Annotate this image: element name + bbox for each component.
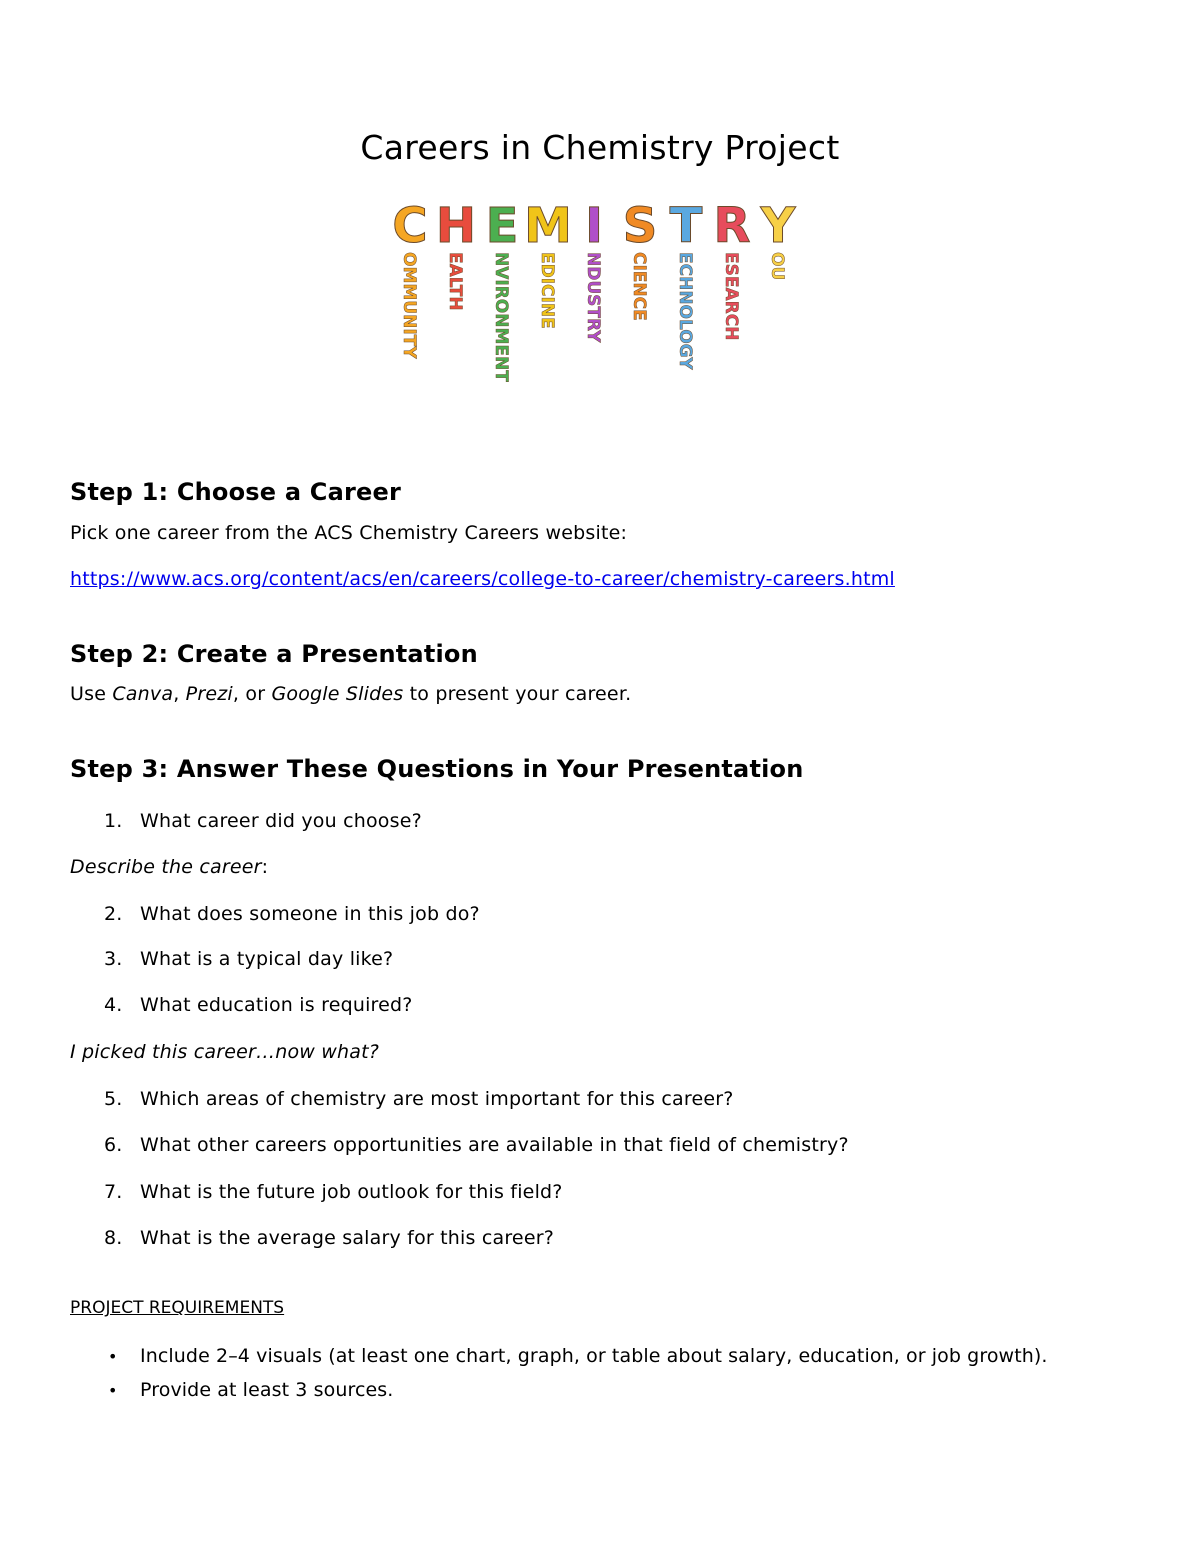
- bullet-icon: •: [108, 1381, 118, 1400]
- step2-sep2: , or: [232, 683, 272, 705]
- logo-letter-i: I: [585, 198, 603, 254]
- step1-heading: Step 1: Choose a Career: [70, 478, 402, 506]
- page-title: Careers in Chemistry Project: [360, 128, 840, 167]
- question-text: What does someone in this job do?: [140, 903, 480, 925]
- question-number: 4.: [104, 994, 123, 1016]
- question-1: [104, 810, 422, 832]
- logo-letter-y: Y: [760, 198, 796, 254]
- question-number: 2.: [104, 903, 123, 925]
- section-describe-colon: :: [261, 856, 269, 878]
- question-text: What is a typical day like?: [140, 948, 394, 970]
- step2-suffix: to present your career.: [403, 683, 632, 705]
- tool-prezi: Prezi: [185, 683, 233, 705]
- logo-letter-t: T: [669, 198, 703, 254]
- section-describe: [70, 856, 268, 878]
- section-describe-label: Describe the career: [70, 856, 262, 878]
- section-picked: I picked this career…now what?: [70, 1041, 380, 1063]
- acs-careers-link-wrap: [70, 568, 895, 590]
- question-3: [104, 948, 393, 970]
- question-text: What education is required?: [140, 994, 413, 1016]
- question-number: 3.: [104, 948, 123, 970]
- acs-careers-link[interactable]: https://www.acs.org/content/acs/en/careers/college-to-career/chemistry-careers.html: [70, 568, 895, 590]
- step2-prefix: Use: [70, 683, 113, 705]
- requirement-text: Provide at least 3 sources.: [140, 1379, 394, 1401]
- requirement-text: Include 2–4 visuals (at least one chart, graph, or table about salary, education, or job growth).: [140, 1345, 1048, 1367]
- logo-word-edicine: EDICINE: [537, 252, 557, 329]
- question-5: [104, 1088, 734, 1110]
- question-number: 7.: [104, 1181, 123, 1203]
- logo-word-cience: CIENCE: [629, 252, 649, 321]
- logo-word-ealth: EALTH: [445, 252, 465, 311]
- step2-heading: Step 2: Create a Presentation: [70, 640, 478, 668]
- step2-sep1: ,: [173, 683, 186, 705]
- logo-letter-s: S: [622, 198, 658, 254]
- question-6: [104, 1134, 849, 1156]
- bullet-icon: •: [108, 1347, 118, 1366]
- logo-word-ndustry: NDUSTRY: [583, 252, 603, 343]
- logo-letter-h: H: [435, 198, 477, 254]
- logo-word-esearch: ESEARCH: [721, 252, 741, 341]
- question-text: What career did you choose?: [140, 810, 422, 832]
- question-text: What is the average salary for this career?: [140, 1227, 555, 1249]
- logo-letter-r: R: [713, 198, 751, 254]
- question-2: [104, 903, 480, 925]
- question-text: Which areas of chemistry are most important for this career?: [140, 1088, 734, 1110]
- question-number: 1.: [104, 810, 123, 832]
- logo-letter-c: C: [392, 198, 428, 254]
- logo-word-ommunity: OMMUNITY: [399, 252, 419, 359]
- question-7: [104, 1181, 563, 1203]
- question-4: [104, 994, 413, 1016]
- tool-canva: Canva: [112, 683, 174, 705]
- step1-text: Pick one career from the ACS Chemistry Careers website:: [70, 522, 628, 544]
- logo-letter-e: E: [485, 198, 519, 254]
- logo-word-ou: OU: [767, 252, 787, 281]
- question-number: 6.: [104, 1134, 123, 1156]
- question-text: What is the future job outlook for this field?: [140, 1181, 563, 1203]
- question-text: What other careers opportunities are available in that field of chemistry?: [140, 1134, 849, 1156]
- requirements-title: PROJECT REQUIREMENTS: [70, 1298, 285, 1318]
- question-number: 8.: [104, 1227, 123, 1249]
- step2-text: [70, 683, 631, 705]
- logo-word-nvironment: NVIRONMENT: [491, 252, 511, 382]
- question-8: [104, 1227, 554, 1249]
- chemistry-logo-image: [390, 196, 810, 416]
- logo-word-echnology: ECHNOLOGY: [675, 252, 695, 370]
- question-number: 5.: [104, 1088, 123, 1110]
- requirement-item: [108, 1345, 1048, 1367]
- tool-google-slides: Google Slides: [271, 683, 404, 705]
- step3-heading: Step 3: Answer These Questions in Your Presentation: [70, 755, 804, 783]
- requirement-item: [108, 1379, 393, 1401]
- logo-letter-m: M: [524, 198, 572, 254]
